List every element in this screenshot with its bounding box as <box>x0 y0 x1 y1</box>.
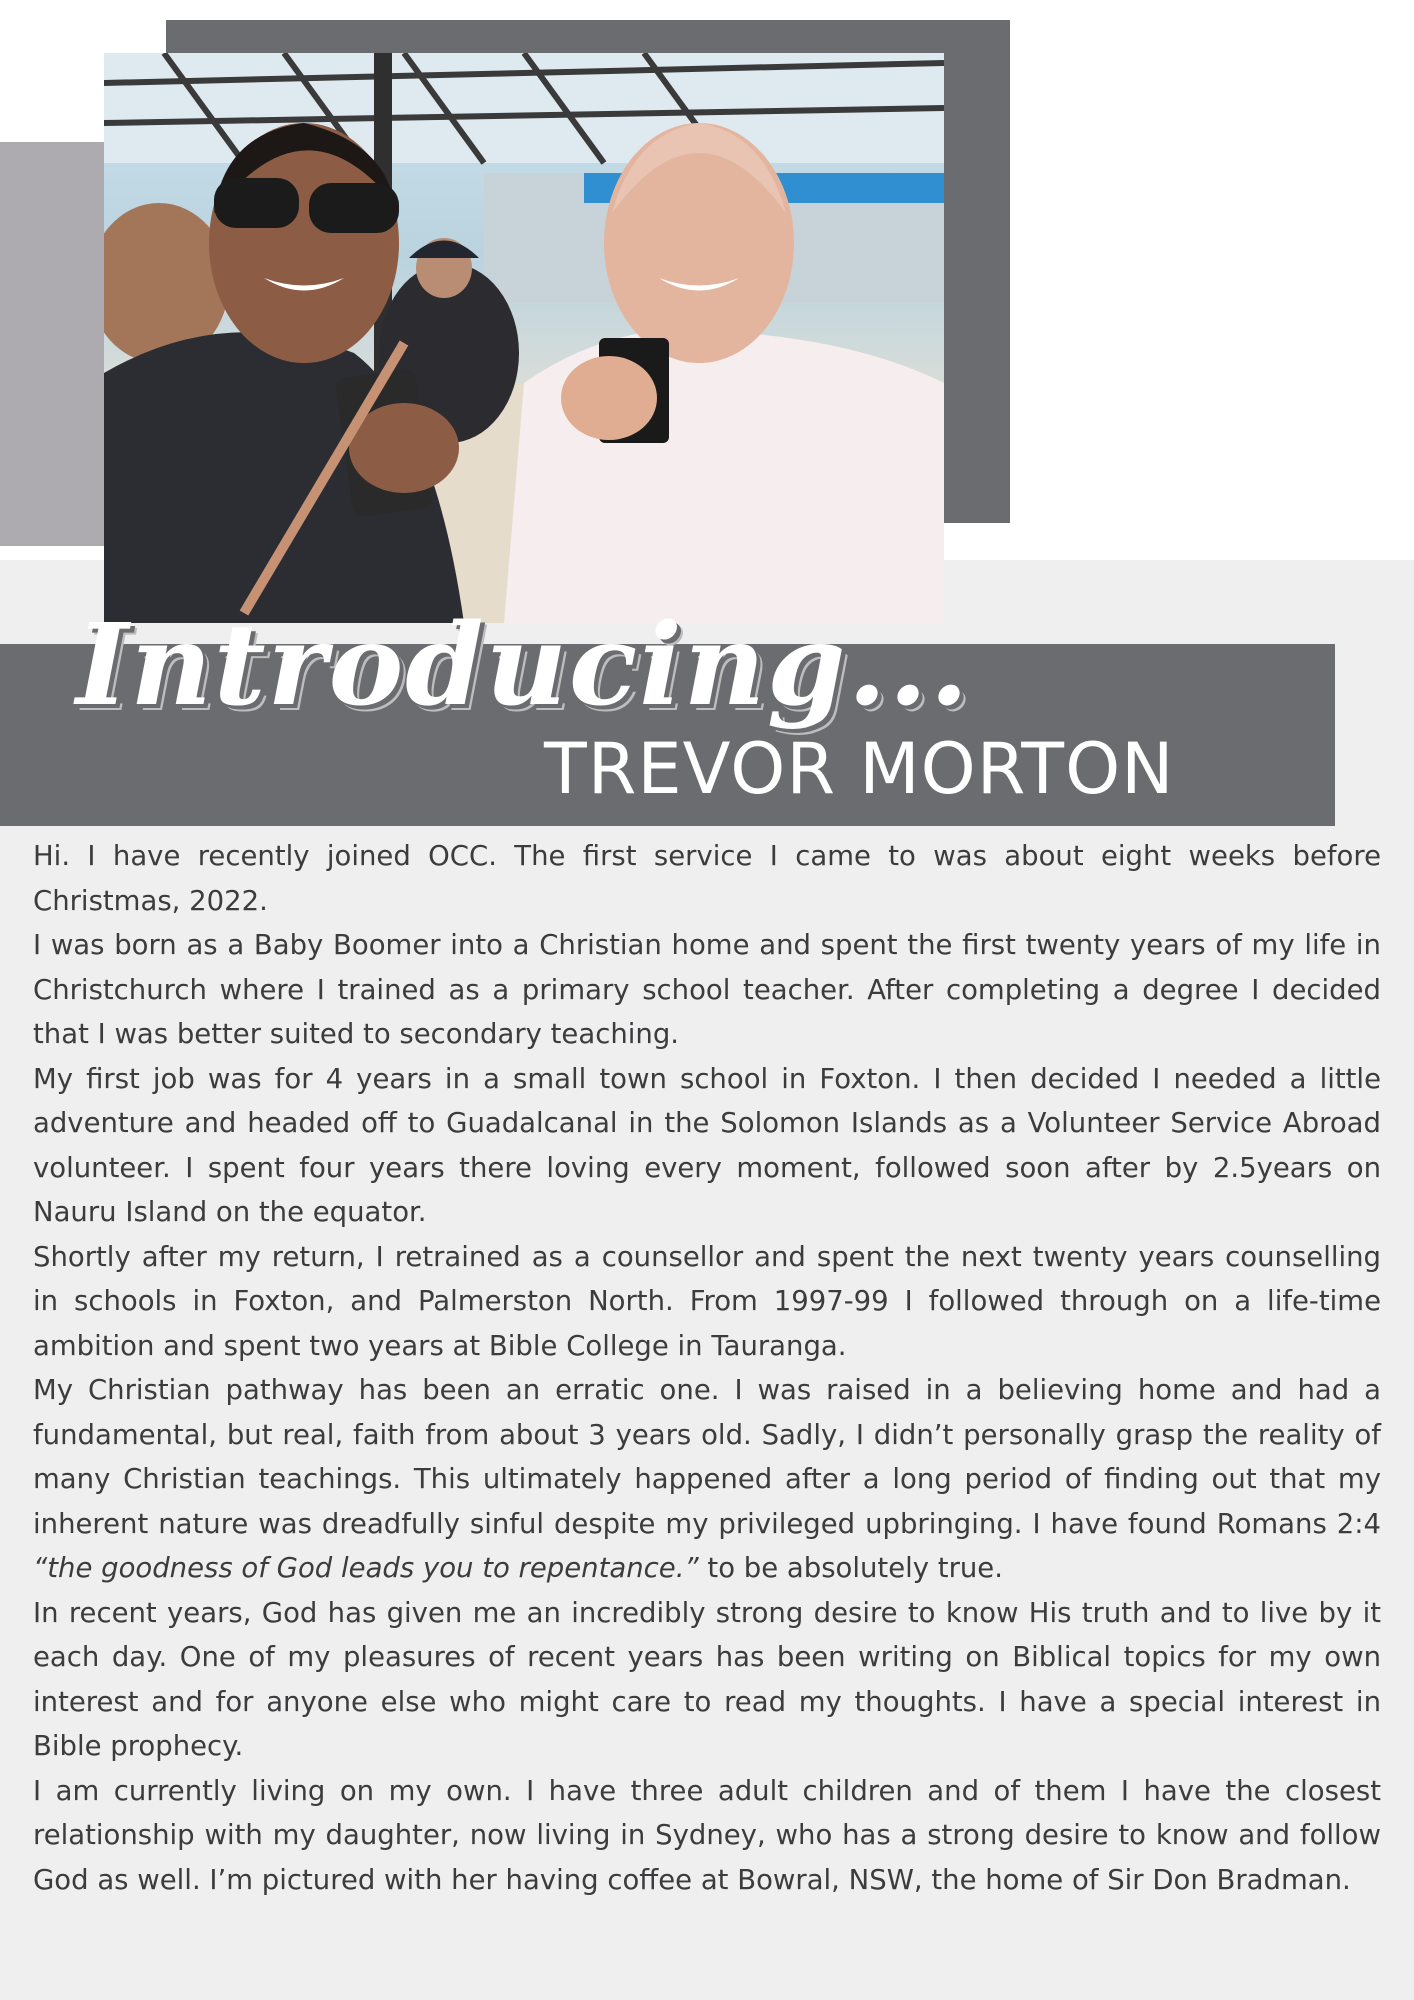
paragraph-recent-years: In recent years, God has given me an incredibly strong desire to know His truth and to live by it each day. One of my pleasures of recent years has been writing on Biblical topics for my own interest and for anyone else who might care to read my thoughts. I have a special interest in Bible prophecy. <box>33 1596 1381 1762</box>
paragraph-joined-occ: Hi. I have recently joined OCC. The first service I came to was about eight weeks before Christmas, 2022. <box>33 840 1381 917</box>
paragraph-early-life: I was born as a Baby Boomer into a Christian home and spent the first twenty years of my life in Christchurch where I trained as a primary school teacher. After completing a degree I decided that I was better suited to secondary teaching. <box>33 929 1381 1050</box>
paragraph-counselling: Shortly after my return, I retrained as a counsellor and spent the next twenty years counselling in schools in Foxton, and Palmerston North. From 1997-99 I followed through on a life-time ambition and spent two years at Bible College in Tauranga. <box>33 1240 1381 1362</box>
decorative-side-block <box>0 142 104 546</box>
paragraph-first-job: My first job was for 4 years in a small town school in Foxton. I then decided I needed a little adventure and headed off to Guadalcanal in the Solomon Islands as a Volunteer Service Abroad volunteer. I spent four years there loving every moment, followed soon after by 2.5years on Nauru Island on the equator. <box>33 1062 1381 1228</box>
paragraph-christian-pathway <box>33 1368 1381 1591</box>
intro-heading: Introducing... <box>76 600 971 731</box>
pathway-text: My Christian pathway has been an erratic one. I was raised in a believing home and had a fundamental, but real, faith from about 3 years old. Sadly, I didn’t personally grasp the reality of many Christian teachings. This ultimately happened after a long period of finding out that my inherent nature was dreadfully sinful despite my privileged upbringing. I have found Romans 2:4 <box>33 1374 1381 1540</box>
paragraph-family: I am currently living on my own. I have three adult children and of them I have the closest relationship with my daughter, now living in Sydney, who has a strong desire to know and follow God as well. I’m pictured with her having coffee at Bowral, NSW, the home of Sir Don Bradman. <box>33 1774 1381 1896</box>
person-name: TREVOR MORTON <box>544 728 1175 810</box>
romans-quote: “the goodness of God leads you to repentance.” <box>33 1552 699 1584</box>
article-body <box>33 834 1381 1902</box>
pathway-text-end: to be absolutely true. <box>698 1552 1003 1584</box>
profile-photo <box>104 53 944 623</box>
